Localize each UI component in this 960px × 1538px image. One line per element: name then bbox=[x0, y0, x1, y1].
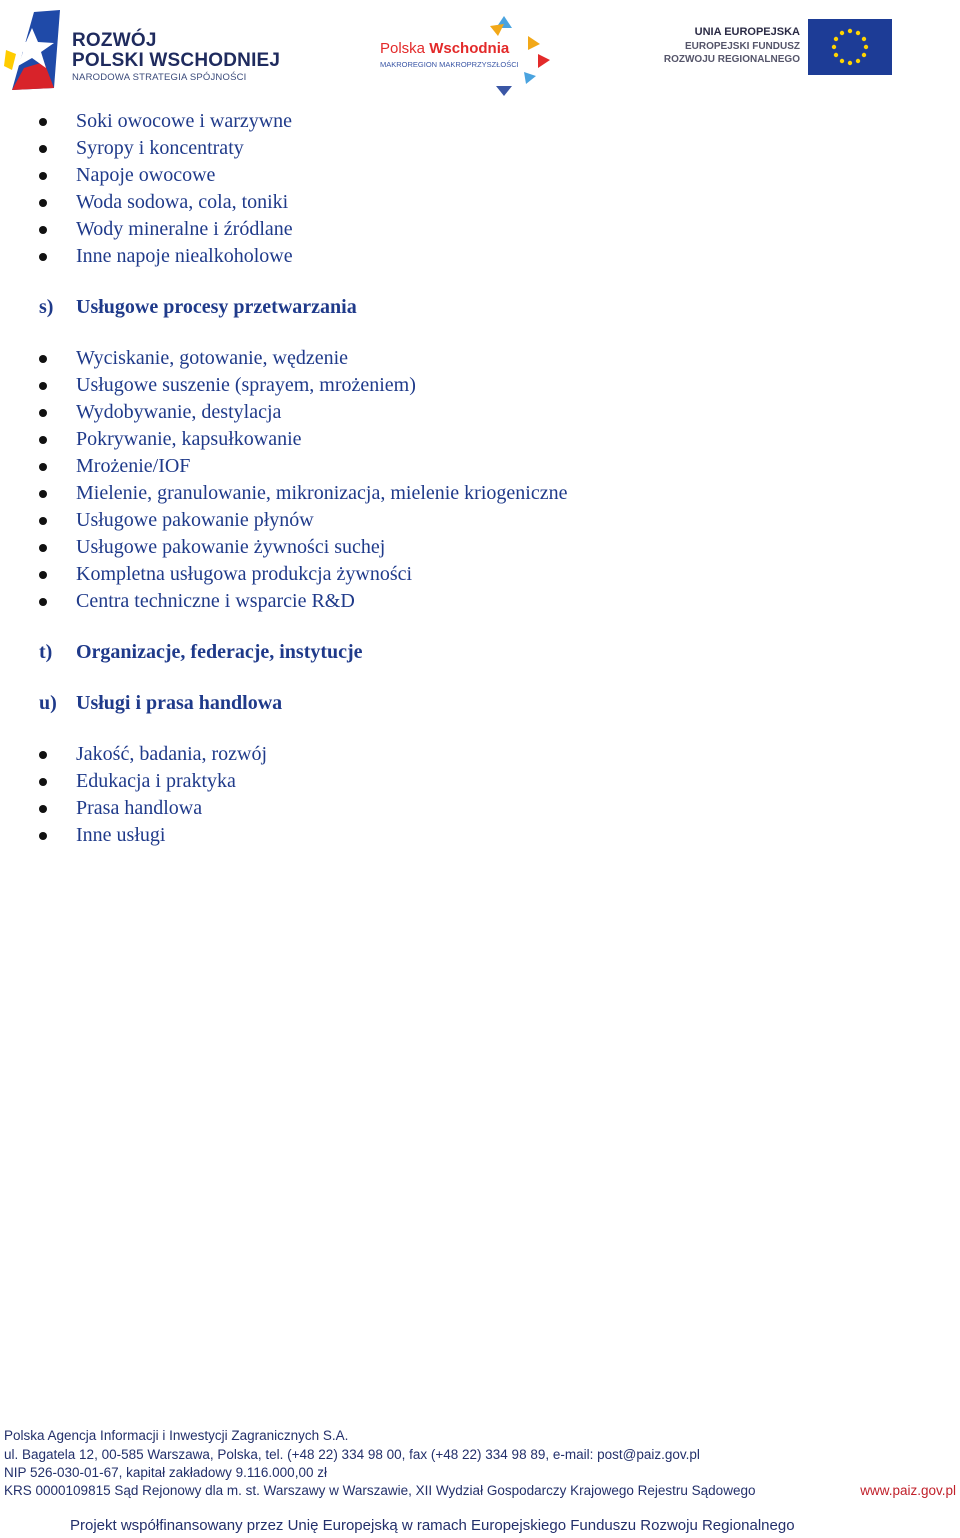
bullet-icon bbox=[39, 571, 47, 579]
bullet-icon bbox=[39, 805, 47, 813]
bullet-icon bbox=[39, 490, 47, 498]
bullet-icon bbox=[39, 199, 47, 207]
list-item: Napoje owocowe bbox=[0, 162, 800, 189]
list-item: Usługowe pakowanie żywności suchej bbox=[0, 534, 800, 561]
list-item: Inne usługi bbox=[0, 822, 800, 849]
list-item: Mrożenie/IOF bbox=[0, 453, 800, 480]
footer-company-name: Polska Agencja Informacji i Inwestycji Zagranicznych S.A. bbox=[4, 1428, 349, 1443]
bullet-icon bbox=[39, 118, 47, 126]
list-item: Woda sodowa, cola, toniki bbox=[0, 189, 800, 216]
eu-fund-logo bbox=[656, 18, 896, 78]
logo-eu-line3: ROZWOJU REGIONALNEGO bbox=[663, 54, 800, 65]
footer-krs: KRS 0000109815 Sąd Rejonowy dla m. st. Warszawy w Warszawie, XII Wydział Gospodarczy Krajowego Rejestru Sądowego bbox=[4, 1483, 756, 1498]
list-item: Wydobywanie, destylacja bbox=[0, 399, 800, 426]
footer-address: ul. Bagatela 12, 00-585 Warszawa, Polska, tel. (+48 22) 334 98 00, fax (+48 22) 334 98 89, e-mail: post@paiz.gov.pl bbox=[4, 1447, 700, 1462]
list-item: Wody mineralne i źródlane bbox=[0, 216, 800, 243]
bullet-icon bbox=[39, 145, 47, 153]
section-heading-s: s) Usługowe procesy przetwarzania bbox=[39, 296, 357, 318]
bullet-icon bbox=[39, 463, 47, 471]
logo-polska-wschodnia-tagline: MAKROREGION MAKROPRZYSZŁOŚCI bbox=[380, 60, 519, 69]
bullet-icon bbox=[39, 544, 47, 552]
logo-polska-word: Polska bbox=[380, 40, 426, 57]
footer-website-link[interactable]: www.paiz.gov.pl bbox=[860, 1483, 956, 1498]
star-emblem-icon bbox=[4, 10, 64, 92]
list-item: Edukacja i praktyka bbox=[0, 768, 800, 795]
logo-eu-line2: EUROPEJSKI FUNDUSZ bbox=[684, 41, 800, 52]
list-item: Prasa handlowa bbox=[0, 795, 800, 822]
section-heading-u: u) Usługi i prasa handlowa bbox=[39, 692, 283, 714]
logo-rozwoj-line1: ROZWÓJ bbox=[72, 30, 157, 51]
logo-polska-wschodnia-title bbox=[380, 40, 509, 57]
bullet-icon bbox=[39, 436, 47, 444]
bullet-icon bbox=[39, 778, 47, 786]
list-item: Usługowe suszenie (sprayem, mrożeniem) bbox=[0, 372, 800, 399]
logo-eu-line1: UNIA EUROPEJSKA bbox=[694, 26, 800, 38]
list-item: Pokrywanie, kapsułkowanie bbox=[0, 426, 800, 453]
bullet-icon bbox=[39, 598, 47, 606]
list-item: Kompletna usługowa produkcja żywności bbox=[0, 561, 800, 588]
footer-nip: NIP 526-030-01-67, kapitał zakładowy 9.116.000,00 zł bbox=[4, 1465, 327, 1480]
bullet-icon bbox=[39, 355, 47, 363]
footer-project-note: Projekt współfinansowany przez Unię Europejską w ramach Europejskiego Funduszu Rozwoju Regionalnego bbox=[70, 1517, 795, 1534]
rozwoj-polski-wschodniej-logo bbox=[4, 10, 284, 90]
logo-rozwoj-line2: POLSKI WSCHODNIEJ bbox=[72, 50, 281, 71]
logo-rozwoj-line3: NARODOWA STRATEGIA SPÓJNOŚCI bbox=[72, 72, 247, 83]
logo-wschodnia-word: Wschodnia bbox=[429, 40, 510, 57]
list-item: Mielenie, granulowanie, mikronizacja, mielenie kriogeniczne bbox=[0, 480, 800, 507]
list-item: Centra techniczne i wsparcie R&D bbox=[0, 588, 800, 615]
list-item: Inne napoje niealkoholowe bbox=[0, 243, 800, 270]
list-item: Soki owocowe i warzywne bbox=[0, 108, 800, 135]
list-item: Wyciskanie, gotowanie, wędzenie bbox=[0, 345, 800, 372]
bullet-icon bbox=[39, 382, 47, 390]
bullet-icon bbox=[39, 172, 47, 180]
bullet-icon bbox=[39, 832, 47, 840]
bullet-icon bbox=[39, 751, 47, 759]
list-item: Jakość, badania, rozwój bbox=[0, 741, 800, 768]
bullet-icon bbox=[39, 253, 47, 261]
list-item: Syropy i koncentraty bbox=[0, 135, 800, 162]
bullet-icon bbox=[39, 226, 47, 234]
section-heading-t: t) Organizacje, federacje, instytucje bbox=[39, 641, 363, 663]
bullet-icon bbox=[39, 517, 47, 525]
list-item: Usługowe pakowanie płynów bbox=[0, 507, 800, 534]
polska-wschodnia-logo bbox=[378, 14, 550, 98]
bullet-icon bbox=[39, 409, 47, 417]
eu-flag-icon bbox=[808, 19, 892, 75]
